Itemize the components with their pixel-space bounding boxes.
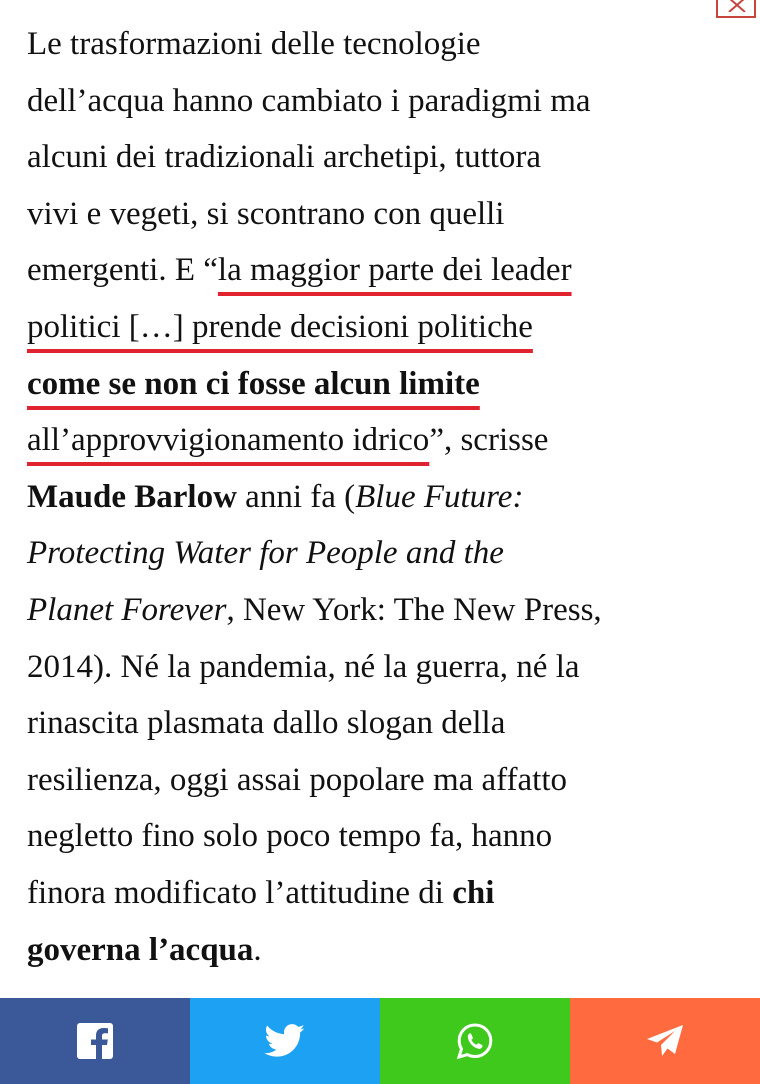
text-run: emergenti. E “ [27,252,218,289]
highlighted-quote: all’approvvigionamento idrico [27,422,430,459]
text-line: resilienza, oggi assai popolare ma affatto [27,761,568,798]
text-line [27,412,742,469]
text-line: dell’acqua hanno cambiato i paradigmi ma [27,82,591,119]
facebook-share-button[interactable] [0,998,190,1084]
book-title: Protecting Water for People and the [27,535,504,572]
text-line [27,525,742,582]
text-run: , New York: The New Press, [226,591,602,628]
book-title: Planet Forever [27,591,227,628]
twitter-share-button[interactable] [190,998,380,1084]
whatsapp-icon [456,1022,494,1060]
highlighted-quote: la maggior parte dei leader [217,252,572,289]
text-line [27,242,742,299]
text-line: alcuni dei tradizionali archetipi, tuttora [27,139,542,176]
book-title: Blue Future: [355,478,524,515]
text-line: negletto fino solo poco tempo fa, hanno [27,818,553,855]
text-line [27,299,742,356]
highlighted-quote-bold: come se non ci fosse alcun limite [27,365,480,402]
whatsapp-share-button[interactable] [380,998,570,1084]
bold-phrase: chi [452,874,495,911]
text-run: ”, scrisse [429,422,549,459]
text-line: rinascita plasmata dallo slogan della [27,705,506,742]
text-line [27,922,742,979]
twitter-icon [264,1024,306,1058]
text-run: . [253,931,262,968]
author-name: Maude Barlow [27,478,237,515]
telegram-share-button[interactable] [570,998,760,1084]
article-paragraph [27,16,742,978]
text-line [27,469,742,526]
close-icon [727,0,747,12]
highlighted-quote: politici […] prende decisioni politiche [27,308,533,345]
text-line: 2014). Né la pandemia, né la guerra, né la [27,648,580,685]
text-run: finora modificato l’attitudine di [27,874,453,911]
text-run: anni fa ( [236,478,356,515]
share-bar [0,998,760,1084]
facebook-icon [77,1023,113,1059]
bold-phrase: governa l’acqua [27,931,254,968]
text-line [27,865,742,922]
telegram-icon [645,1023,685,1059]
text-line [27,356,742,413]
text-line: vivi e vegeti, si scontrano con quelli [27,195,505,232]
article-body [27,16,742,978]
text-line [27,582,742,639]
text-line: Le trasformazioni delle tecnologie [27,26,481,62]
